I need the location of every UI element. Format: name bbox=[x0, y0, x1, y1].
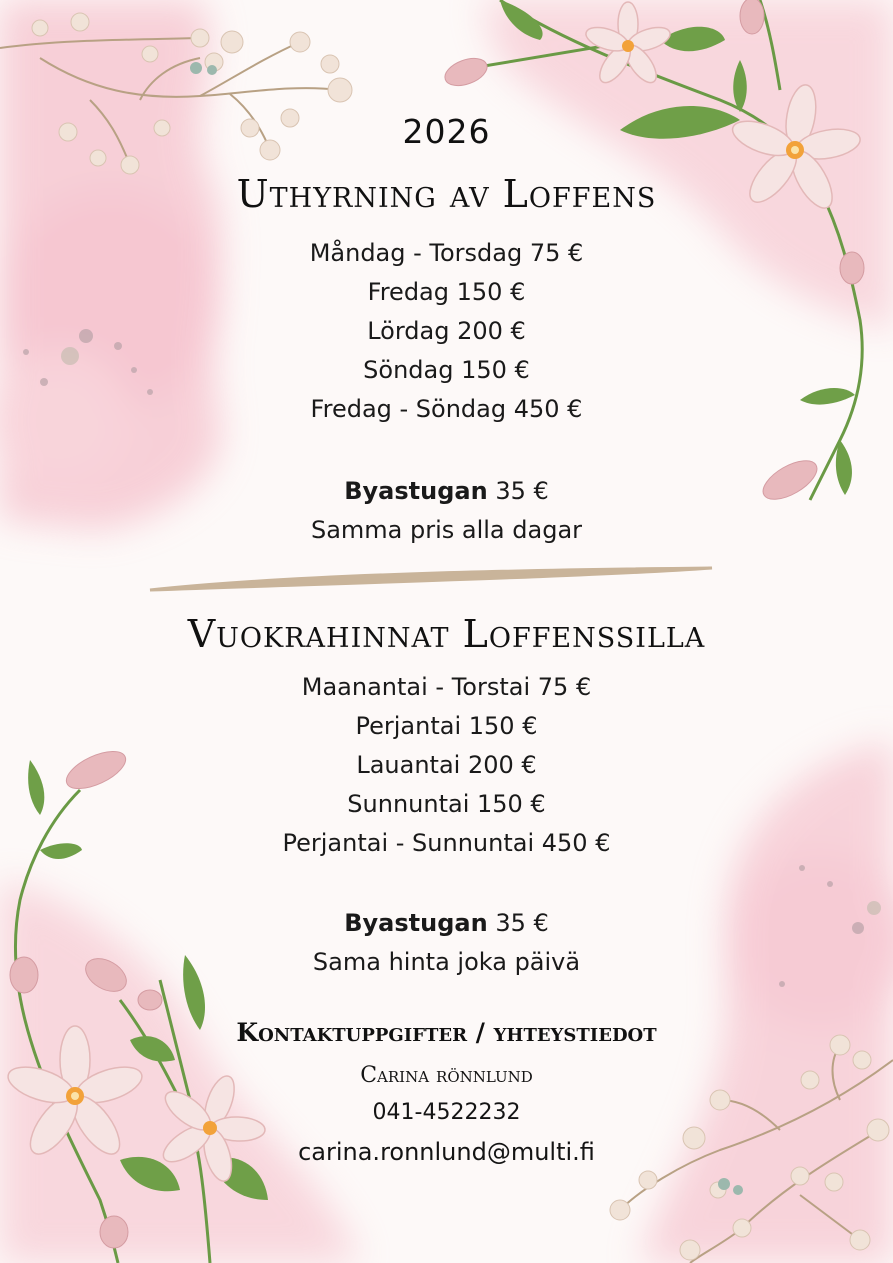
swedish-price-row: Söndag 150 € bbox=[363, 356, 530, 384]
swedish-price-row: Fredag 150 € bbox=[367, 278, 526, 306]
byastugan-price: 35 € bbox=[495, 477, 549, 505]
contact-email: carina.ronnlund@multi.fi bbox=[298, 1138, 595, 1166]
contact-phone: 041-4522232 bbox=[372, 1100, 521, 1125]
byastugan-label: Byastugan bbox=[344, 909, 488, 937]
finnish-price-row: Maanantai - Torstai 75 € bbox=[301, 673, 592, 701]
finnish-price-list bbox=[0, 668, 893, 863]
finnish-price-row: Lauantai 200 € bbox=[356, 751, 537, 779]
byastugan-price: 35 € bbox=[495, 909, 549, 937]
finnish-price-row: Perjantai - Sunnuntai 450 € bbox=[282, 829, 611, 857]
finnish-title: Vuokrahinnat Loffenssilla bbox=[187, 612, 706, 656]
swedish-price-row: Fredag - Söndag 450 € bbox=[310, 395, 583, 423]
swedish-price-row: Lördag 200 € bbox=[367, 317, 526, 345]
finnish-byastugan bbox=[0, 904, 893, 982]
contact-heading: Kontaktuppgifter / yhteystiedot bbox=[236, 1018, 657, 1047]
swedish-price-list bbox=[0, 234, 893, 429]
swedish-byastugan bbox=[0, 472, 893, 550]
year-heading: 2026 bbox=[402, 112, 491, 151]
finnish-price-row: Perjantai 150 € bbox=[355, 712, 538, 740]
contact-name: Carina rönnlund bbox=[360, 1063, 533, 1088]
byastugan-note: Samma pris alla dagar bbox=[310, 516, 583, 544]
finnish-price-row: Sunnuntai 150 € bbox=[347, 790, 546, 818]
byastugan-note: Sama hinta joka päivä bbox=[312, 948, 581, 976]
divider-brush-stroke bbox=[150, 568, 712, 590]
swedish-title: Uthyrning av Loffens bbox=[236, 172, 657, 216]
byastugan-label: Byastugan bbox=[344, 477, 488, 505]
swedish-price-row: Måndag - Torsdag 75 € bbox=[309, 239, 584, 267]
